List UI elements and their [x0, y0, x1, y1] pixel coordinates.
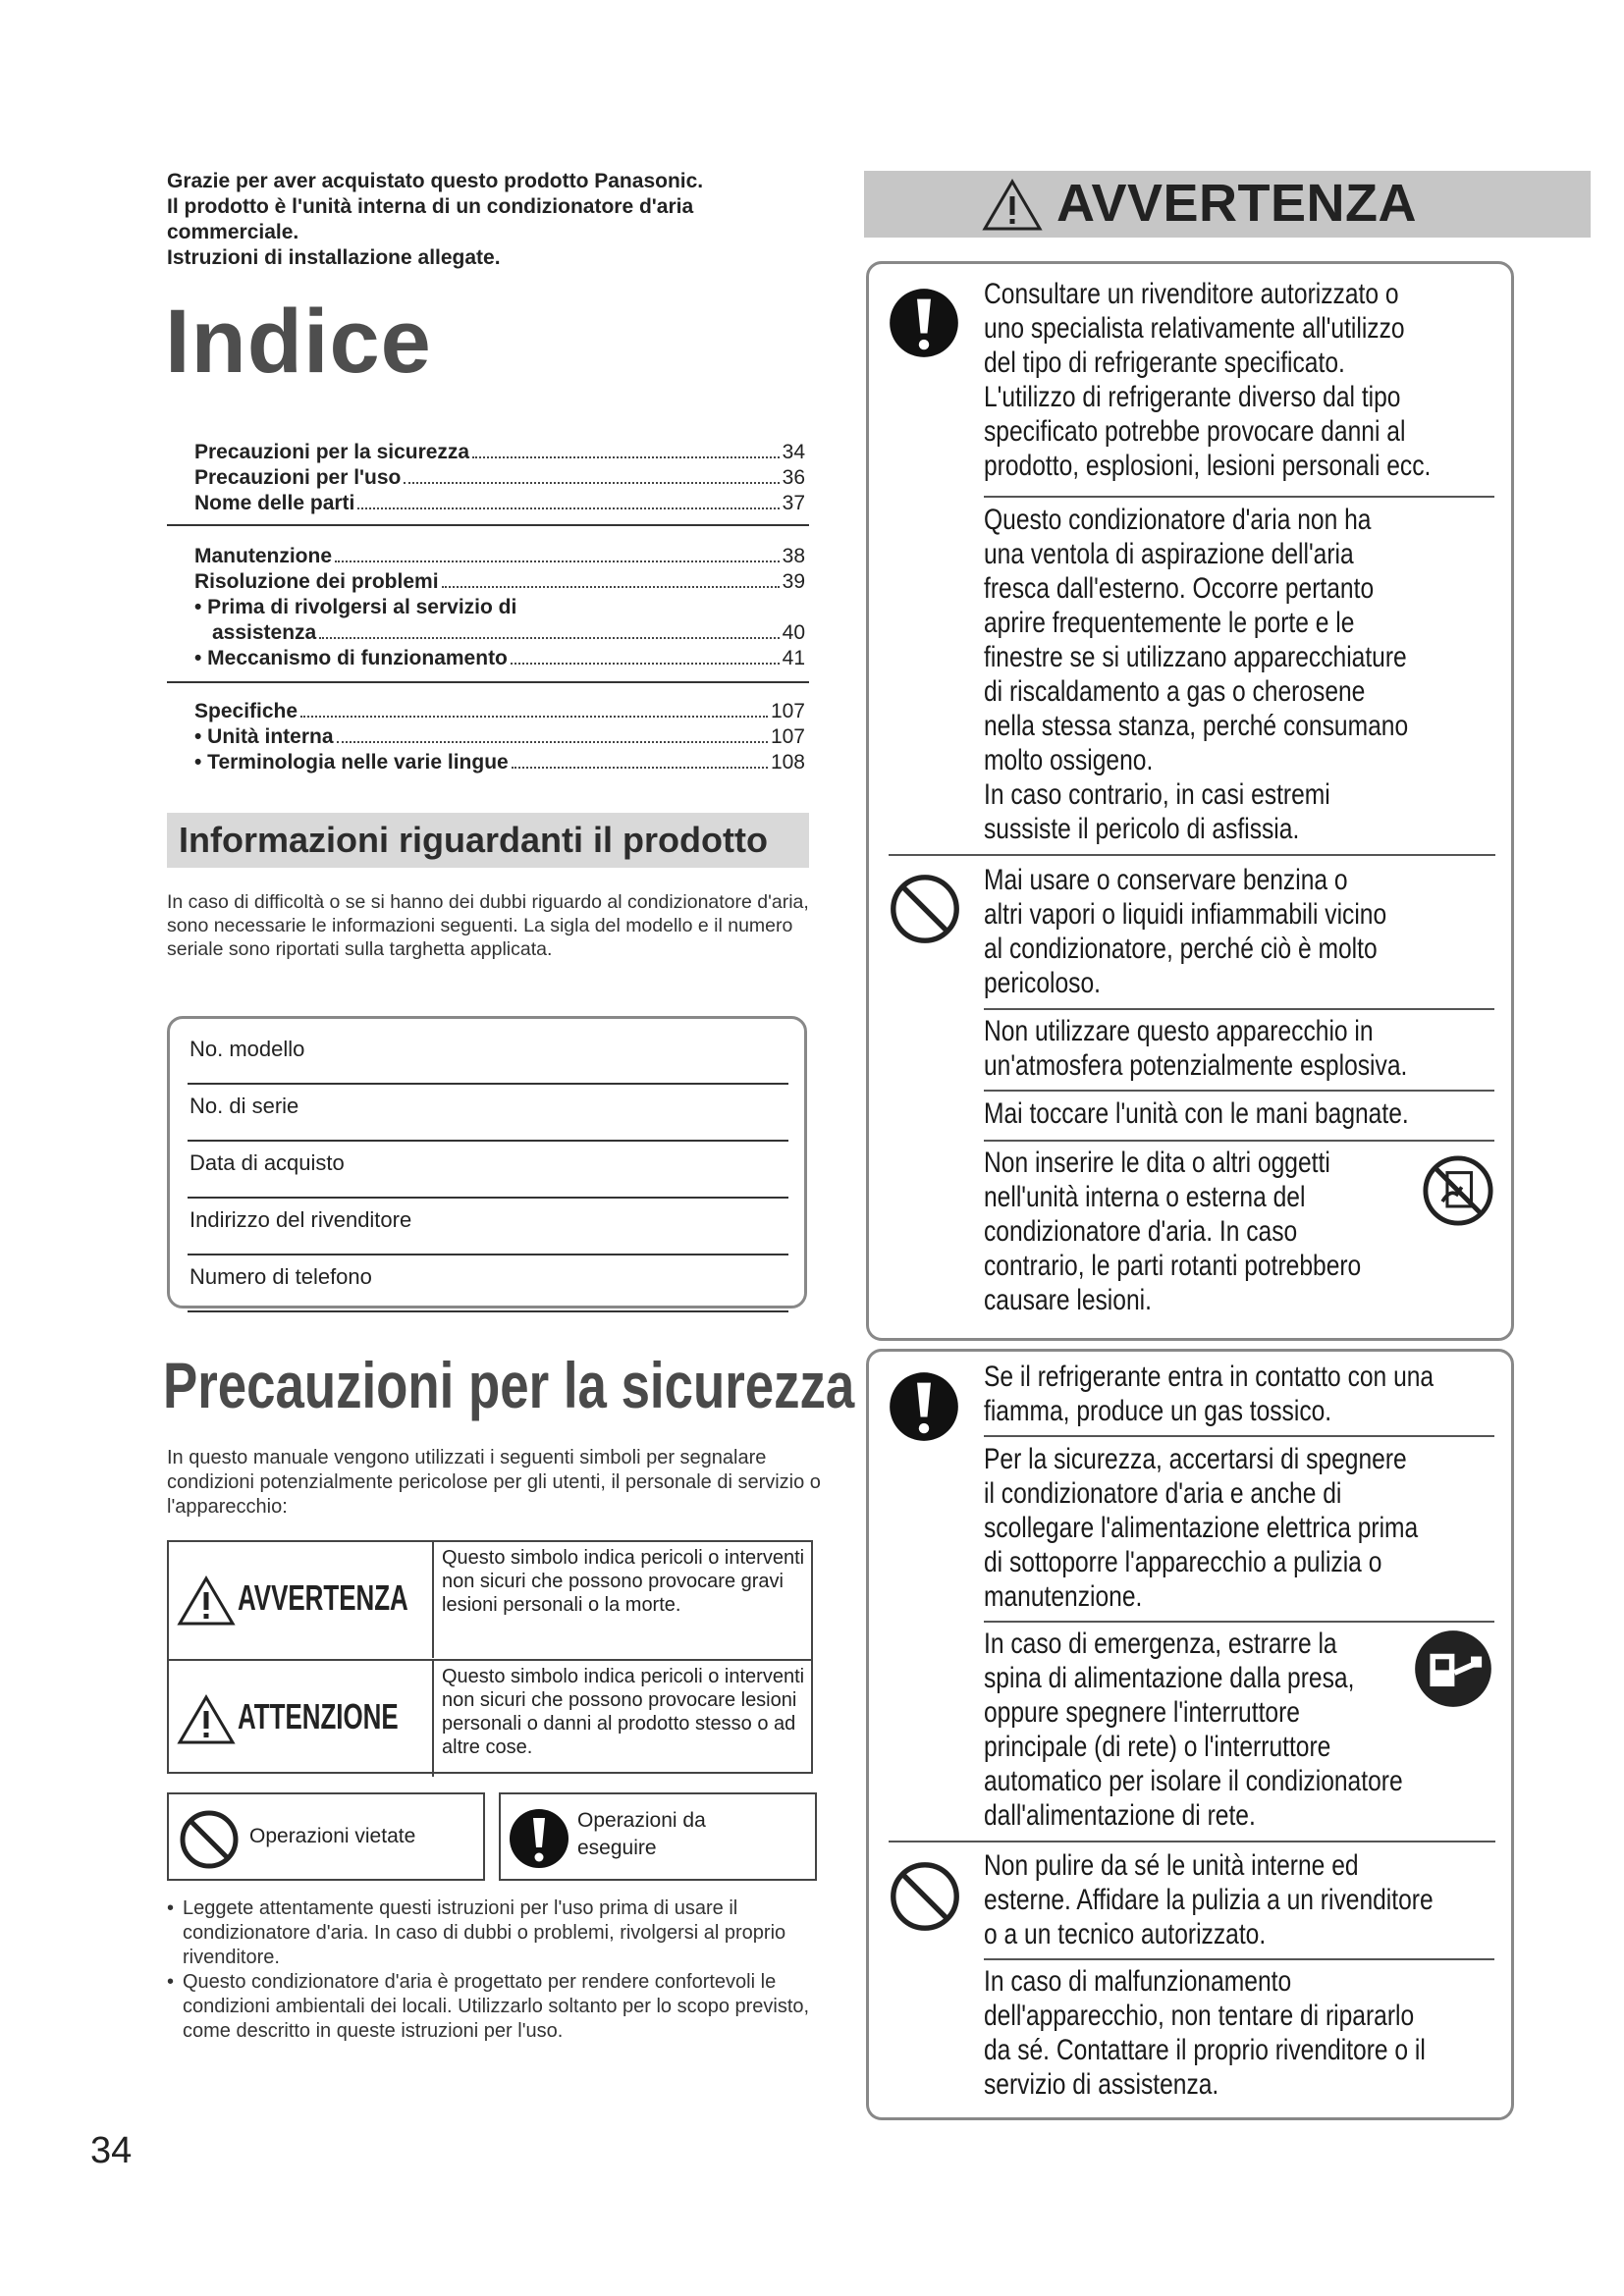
divider [889, 1841, 1495, 1842]
mandatory-operations-label-1: Operazioni da [577, 1809, 706, 1832]
toc-entry-title: Risoluzione dei problemi [194, 570, 439, 593]
warning-paragraph [984, 1627, 1403, 1833]
warning-paragraph [984, 1096, 1409, 1131]
symbol-label: ATTENZIONE [238, 1696, 399, 1736]
divider [889, 854, 1495, 856]
form-field-model[interactable] [188, 1027, 788, 1085]
form-field-phone[interactable] [188, 1255, 788, 1312]
safety-title: Precauzioni per la sicurezza [163, 1349, 855, 1421]
toc-entry-title: Precauzioni per l'uso [194, 466, 402, 489]
warning-box-2 [866, 1349, 1514, 2120]
warning-line: dall'alimentazione di rete. [984, 1799, 1256, 1832]
warning-triangle-icon [177, 1575, 236, 1627]
warning-banner [864, 171, 1591, 238]
divider [984, 1140, 1494, 1142]
toc-entry-title: • Meccanismo di funzionamento [194, 647, 508, 669]
safety-notes [167, 1896, 815, 2044]
warning-line: principale (di rete) o l'interruttore [984, 1731, 1331, 1763]
symbol-label: AVVERTENZA [238, 1577, 408, 1618]
warning-line: servizio di assistenza. [984, 2068, 1219, 2101]
warning-paragraph [984, 1964, 1426, 2102]
warning-triangle-icon [982, 179, 1043, 232]
product-info-heading [167, 813, 809, 868]
warning-line: sussiste il pericolo di asfissia. [984, 813, 1300, 845]
warning-line: Consultare un rivenditore autorizzato o [984, 278, 1399, 310]
warning-line: di riscaldamento a gas o cherosene [984, 675, 1366, 708]
prohibited-icon [889, 873, 961, 945]
toc-group-1 [194, 440, 805, 516]
form-field-label: No. modello [189, 1037, 305, 1061]
warning-line: il condizionatore d'aria e anche di [984, 1477, 1342, 1510]
warning-line: una ventola di aspirazione dell'aria [984, 538, 1354, 570]
product-info-form [167, 1016, 807, 1308]
warning-line: fiamma, produce un gas tossico. [984, 1395, 1332, 1427]
warning-paragraph [984, 1360, 1434, 1428]
toc-group-3 [194, 699, 805, 775]
divider [984, 1621, 1494, 1623]
toc-entry-page: 36 [782, 466, 805, 489]
warning-line: altri vapori o liquidi infiammabili vicino [984, 898, 1387, 931]
warning-box-1 [866, 261, 1514, 1341]
mandatory-icon [889, 1371, 959, 1442]
toc-entry-title: Manutenzione [194, 545, 332, 567]
divider [984, 1435, 1494, 1437]
toc-entry[interactable] [194, 595, 805, 620]
divider [984, 1090, 1494, 1092]
toc-entry-title: • Terminologia nelle varie lingue [194, 751, 509, 774]
warning-line: Non utilizzare questo apparecchio in [984, 1015, 1374, 1047]
mandatory-operations-box [499, 1792, 817, 1881]
toc-entry-page: 39 [782, 570, 805, 593]
toc-entry-page: 41 [782, 647, 805, 669]
form-field-dealer-address[interactable] [188, 1198, 788, 1255]
toc-divider [167, 524, 809, 526]
form-field-serial[interactable] [188, 1084, 788, 1142]
warning-line: un'atmosfera potenzialmente esplosiva. [984, 1049, 1408, 1082]
warning-banner-label: AVVERTENZA [1056, 174, 1418, 233]
prohibited-operations-label: Operazioni vietate [249, 1825, 416, 1847]
page-number: 34 [90, 2130, 133, 2171]
no-fingers-icon [1421, 1153, 1495, 1228]
warning-line: condizionatore d'aria. In caso [984, 1215, 1298, 1248]
toc-group-2 [194, 544, 805, 671]
warning-line: causare lesioni. [984, 1284, 1152, 1316]
warning-line: Non inserire le dita o altri oggetti [984, 1147, 1330, 1179]
warning-line: prodotto, esplosioni, lesioni personali ecc. [984, 450, 1432, 482]
toc-entry[interactable] [194, 440, 805, 465]
warning-line: spina di alimentazione dalla presa, [984, 1662, 1355, 1694]
toc-entry-title: • Prima di rivolgersi al servizio di [194, 596, 517, 618]
warning-line: nella stessa stanza, perché consumano [984, 710, 1409, 742]
intro-line: Istruzioni di installazione allegate. [167, 246, 501, 269]
toc-entry-title: • Unità interna [194, 725, 334, 748]
form-field-purchase-date[interactable] [188, 1141, 788, 1199]
warning-paragraph [984, 1146, 1361, 1317]
mandatory-operations-label-2: eseguire [577, 1837, 657, 1859]
form-field-label: Data di acquisto [189, 1150, 345, 1175]
warning-line: molto ossigeno. [984, 744, 1154, 776]
toc-entry[interactable] [194, 569, 805, 595]
warning-line: al condizionatore, perché ciò è molto [984, 933, 1378, 965]
symbol-row-caution [169, 1659, 811, 1777]
warning-line: Se il refrigerante entra in contatto con una [984, 1361, 1435, 1393]
divider [984, 1958, 1494, 1960]
form-field-label: Numero di telefono [189, 1264, 372, 1289]
toc-entry[interactable] [194, 750, 805, 775]
warning-line: L'utilizzo di refrigerante diverso dal tipo [984, 381, 1401, 413]
safety-intro: In questo manuale vengono utilizzati i seguenti simboli per segnalare condizioni potenzialmente pericolose per gli utenti, il personale di servizio o l'apparecchio: [167, 1447, 821, 1518]
toc-entry-title: Precauzioni per la sicurezza [194, 441, 470, 463]
index-title: Indice [165, 292, 432, 392]
toc-entry[interactable] [194, 491, 805, 516]
warning-line: di sottoporre l'apparecchio a pulizia o [984, 1546, 1382, 1578]
warning-line: finestre se si utilizzano apparecchiature [984, 641, 1407, 673]
warning-line: aprire frequentemente le porte e le [984, 607, 1355, 639]
toc-entry[interactable] [194, 620, 805, 646]
mandatory-icon [509, 1808, 569, 1869]
prohibited-icon [179, 1809, 240, 1870]
warning-line: oppure spegnere l'interruttore [984, 1696, 1300, 1729]
warning-line: In caso di malfunzionamento [984, 1965, 1292, 1998]
warning-paragraph [984, 503, 1408, 846]
warning-line: In caso di emergenza, estrarre la [984, 1628, 1337, 1660]
warning-line: Questo condizionatore d'aria non ha [984, 504, 1372, 536]
symbol-row-warning [169, 1542, 811, 1658]
toc-entry-page: 34 [782, 441, 805, 463]
toc-entry-title: assistenza [212, 621, 317, 644]
warning-line: nell'unità interna o esterna del [984, 1181, 1306, 1213]
toc-entry-page: 107 [770, 700, 805, 722]
warning-line: manutenzione. [984, 1580, 1143, 1613]
warning-paragraph [984, 1442, 1418, 1614]
toc-entry-title: Nome delle parti [194, 492, 355, 514]
warning-line: automatico per isolare il condizionatore [984, 1765, 1403, 1797]
product-info-heading-text: Informazioni riguardanti il prodotto [179, 820, 768, 860]
prohibited-icon [889, 1860, 961, 1933]
toc-entry-title: Specifiche [194, 700, 298, 722]
unplug-icon [1411, 1627, 1495, 1711]
warning-line: pericoloso. [984, 967, 1101, 999]
warning-line: uno specialista relativamente all'utilizzo [984, 312, 1405, 345]
warning-paragraph [984, 863, 1386, 1000]
toc-entry-page: 38 [782, 545, 805, 567]
warning-line: Mai usare o conservare benzina o [984, 864, 1348, 896]
product-info-text: In caso di difficoltà o se si hanno dei dubbi riguardo al condizionatore d'aria, sono necessarie le informazioni seguenti. La sigla del modello e il numero seriale sono riportati sulla targhetta applicata. [167, 891, 809, 960]
warning-line: Non pulire da sé le unità interne ed [984, 1849, 1359, 1882]
warning-paragraph [984, 277, 1431, 483]
warning-line: Mai toccare l'unità con le mani bagnate. [984, 1097, 1409, 1130]
warning-line: dell'apparecchio, non tentare di ripararlo [984, 2000, 1415, 2032]
toc-divider [167, 681, 809, 683]
intro-line: commerciale. [167, 221, 299, 243]
symbol-desc: Questo simbolo indica pericoli o interventi non sicuri che possono provocare lesioni personali o danni al prodotto stesso o ad altre cose. [442, 1666, 805, 1758]
divider [984, 1008, 1494, 1010]
warning-line: specificato potrebbe provocare danni al [984, 415, 1406, 448]
warning-line: In caso contrario, in casi estremi [984, 778, 1330, 811]
toc-entry[interactable] [194, 699, 805, 724]
form-field-label: No. di serie [189, 1094, 299, 1118]
divider [984, 496, 1494, 498]
warning-line: Per la sicurezza, accertarsi di spegnere [984, 1443, 1407, 1475]
toc-entry[interactable] [194, 646, 805, 671]
warning-line: contrario, le parti rotanti potrebbero [984, 1250, 1362, 1282]
safety-note: • Questo condizionatore d'aria è progettato per rendere confortevoli le condizioni ambientali dei locali. Utilizzarlo soltanto per lo scopo previsto, come descritto in queste istruzioni per l'uso. [167, 1970, 815, 2044]
warning-line: esterne. Affidare la pulizia a un rivenditore [984, 1884, 1434, 1916]
toc-entry[interactable] [194, 724, 805, 750]
prohibited-operations-box [167, 1792, 485, 1881]
symbol-desc: Questo simbolo indica pericoli o interventi non sicuri che possono provocare gravi lesioni personali o la morte. [442, 1547, 805, 1616]
warning-line: fresca dall'esterno. Occorre pertanto [984, 572, 1375, 605]
warning-line: del tipo di refrigerante specificato. [984, 347, 1345, 379]
safety-note: • Leggete attentamente questi istruzioni per l'uso prima di usare il condizionatore d'aria. In caso di dubbi o problemi, rivolgersi al proprio rivenditore. [167, 1896, 815, 1970]
warning-line: scollegare l'alimentazione elettrica prima [984, 1512, 1419, 1544]
warning-line: da sé. Contattare il proprio rivenditore o il [984, 2034, 1426, 2066]
toc-entry-page: 37 [782, 492, 805, 514]
symbol-table [167, 1540, 813, 1774]
form-field-label: Indirizzo del rivenditore [189, 1207, 412, 1232]
toc-entry-page: 108 [770, 751, 805, 774]
intro-line: Il prodotto è l'unità interna di un condizionatore d'aria [167, 195, 694, 218]
toc-entry-page: 107 [770, 725, 805, 748]
warning-triangle-icon [177, 1694, 236, 1745]
warning-paragraph [984, 1848, 1434, 1951]
toc-entry[interactable] [194, 544, 805, 569]
intro-line: Grazie per aver acquistato questo prodotto Panasonic. [167, 170, 704, 192]
intro-text [167, 169, 795, 271]
mandatory-icon [889, 288, 959, 358]
warning-line: o a un tecnico autorizzato. [984, 1918, 1267, 1950]
toc-entry[interactable] [194, 465, 805, 491]
toc-entry-page: 40 [782, 621, 805, 644]
warning-paragraph [984, 1014, 1407, 1083]
